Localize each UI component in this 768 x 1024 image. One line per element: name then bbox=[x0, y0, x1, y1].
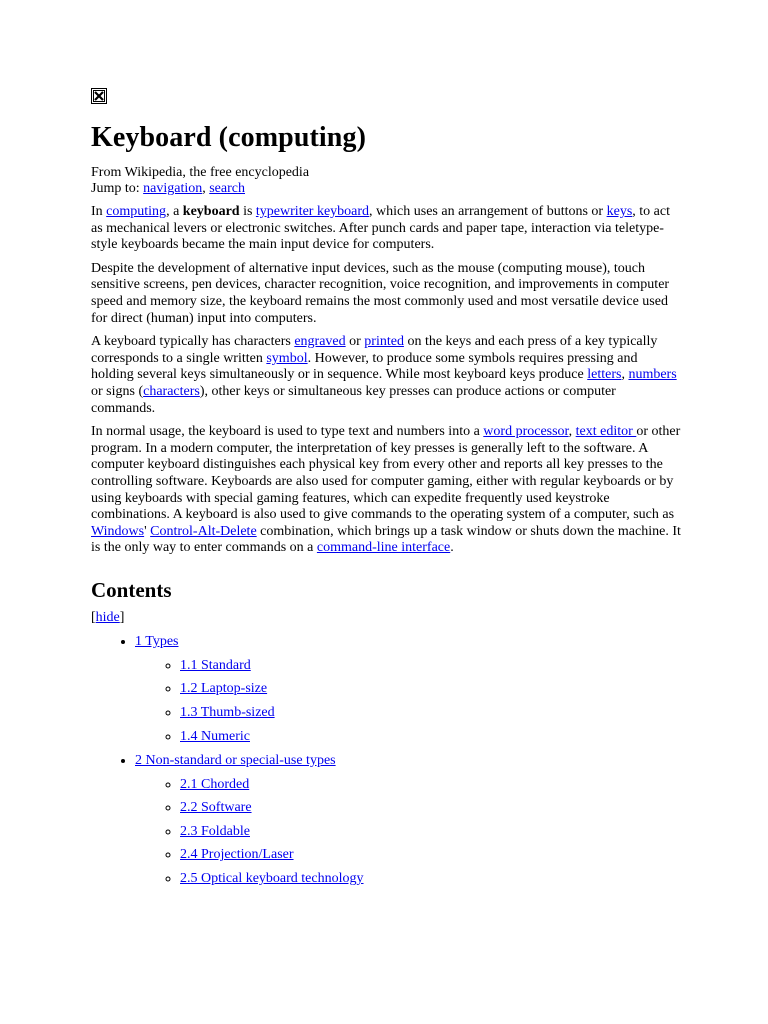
toc-link-optical-keyboard[interactable]: 2.5 Optical keyboard technology bbox=[180, 871, 364, 887]
keyword-bold: keyboard bbox=[182, 204, 240, 219]
broken-image-icon bbox=[91, 88, 107, 104]
text-run: , bbox=[568, 424, 576, 440]
text-run: . bbox=[450, 540, 454, 556]
text-run: In bbox=[91, 204, 107, 219]
jump-to bbox=[91, 181, 683, 197]
link-engraved[interactable]: engraved bbox=[294, 334, 346, 350]
toc-subitem bbox=[180, 728, 683, 746]
text-run: , bbox=[621, 367, 629, 383]
link-characters[interactable]: characters bbox=[143, 383, 200, 399]
tagline: From Wikipedia, the free encyclopedia bbox=[91, 165, 310, 180]
text-run: or other program. In a modern computer, the interpretation of key presses is generally left to the software. A computer keyboard distinguishes each physical key from every other and reports all key presses to the controlling software. Keyboards are also used for computer gaming, either with regular keyboards or by using keyboards with special gaming features, which can expedite frequently used keystroke combinations. A keyboard is also used to give commands to the operating system of a computer, such as bbox=[91, 424, 681, 523]
text-run: on the keys and each press of a key typically corresponds to a single written bbox=[91, 334, 658, 366]
toc-link-standard[interactable]: 1.1 Standard bbox=[180, 657, 251, 673]
toc-link-numeric[interactable]: 1.4 Numeric bbox=[180, 728, 250, 744]
link-typewriter-keyboard[interactable]: typewriter keyboard bbox=[255, 204, 370, 219]
link-computing[interactable]: computing bbox=[106, 204, 167, 219]
text-run: , a bbox=[166, 204, 183, 219]
toc-subitem bbox=[180, 704, 683, 722]
toc-link-types[interactable]: 1 Types bbox=[135, 633, 179, 649]
text-run: ), other keys or simultaneous key presses can produce actions or computer commands. bbox=[91, 383, 616, 416]
link-letters[interactable]: letters bbox=[587, 367, 622, 383]
intro-paragraph-2: Despite the development of alternative input devices, such as the mouse (computing mouse), touch sensitive screens, pen devices, character recognition, voice recognition, and improvements in computer speed and memory size, the keyboard remains the most commonly used and most versatile device used for direct (human) input into computers. bbox=[91, 260, 670, 326]
jump-navigation-link[interactable]: navigation bbox=[143, 181, 203, 196]
jump-search-link[interactable]: search bbox=[209, 181, 245, 196]
intro-paragraph-4 bbox=[91, 424, 683, 557]
table-of-contents bbox=[91, 633, 683, 888]
text-run: or signs ( bbox=[91, 383, 144, 399]
toc-sublist bbox=[135, 657, 683, 746]
link-word-processor[interactable]: word processor bbox=[483, 424, 569, 440]
contents-heading: Contents bbox=[91, 577, 172, 602]
toc-item bbox=[135, 752, 683, 888]
hide-toc-link[interactable]: hide bbox=[95, 609, 120, 625]
text-run: or bbox=[345, 334, 365, 350]
text-run: is bbox=[239, 204, 256, 219]
toc-toggle bbox=[91, 609, 683, 627]
link-command-line-interface[interactable]: command-line interface bbox=[316, 540, 451, 556]
bracket-open: [ bbox=[91, 609, 96, 625]
bracket-close: ] bbox=[119, 609, 125, 625]
toc-subitem bbox=[180, 870, 683, 888]
toc-link-software[interactable]: 2.2 Software bbox=[180, 800, 252, 816]
toc-link-laptop-size[interactable]: 1.2 Laptop-size bbox=[180, 681, 268, 697]
link-keys[interactable]: keys bbox=[606, 204, 633, 219]
toc-subitem bbox=[180, 823, 683, 841]
link-text-editor[interactable]: text editor bbox=[575, 424, 637, 440]
toc-link-foldable[interactable]: 2.3 Foldable bbox=[180, 823, 250, 839]
toc-subitem bbox=[180, 680, 683, 698]
jump-to-label: Jump to: bbox=[91, 181, 144, 196]
page-title: Keyboard (computing) bbox=[91, 122, 366, 153]
article bbox=[91, 88, 683, 894]
link-printed[interactable]: printed bbox=[364, 334, 404, 350]
link-symbol[interactable]: symbol bbox=[266, 350, 308, 366]
toc-subitem bbox=[180, 799, 683, 817]
toc-link-non-standard[interactable]: 2 Non-standard or special-use types bbox=[135, 752, 336, 768]
toc-link-projection-laser[interactable]: 2.4 Projection/Laser bbox=[180, 847, 294, 863]
text-run: combination, which brings up a task window or shuts down the machine. It is the only way to enter commands on a bbox=[91, 523, 681, 556]
link-numbers[interactable]: numbers bbox=[628, 367, 677, 383]
intro-paragraph-1 bbox=[91, 204, 683, 254]
toc-link-chorded[interactable]: 2.1 Chorded bbox=[180, 776, 250, 792]
toc-subitem bbox=[180, 846, 683, 864]
text-run: . However, to produce some symbols requires pressing and holding several keys simultaneously or in sequence. While most keyboard keys produce bbox=[91, 350, 638, 383]
jump-separator: , bbox=[202, 181, 210, 196]
text-run: In normal usage, the keyboard is used to type text and numbers into a bbox=[91, 424, 484, 440]
text-run: ' bbox=[144, 523, 151, 539]
link-windows[interactable]: Windows bbox=[91, 523, 145, 539]
text-run: , which uses an arrangement of buttons or bbox=[369, 204, 607, 219]
toc-sublist bbox=[135, 776, 683, 888]
toc-subitem bbox=[180, 657, 683, 675]
toc-link-thumb-sized[interactable]: 1.3 Thumb-sized bbox=[180, 705, 275, 721]
toc-subitem bbox=[180, 776, 683, 794]
link-control-alt-delete[interactable]: Control-Alt-Delete bbox=[150, 523, 257, 539]
toc-item bbox=[135, 633, 683, 746]
text-run: , to act as mechanical levers or electronic switches. After punch cards and paper tape, interaction via teletype-style keyboards became the main input device for computers. bbox=[91, 204, 670, 253]
intro-paragraph-3 bbox=[91, 334, 683, 417]
text-run: A keyboard typically has characters bbox=[91, 334, 295, 350]
